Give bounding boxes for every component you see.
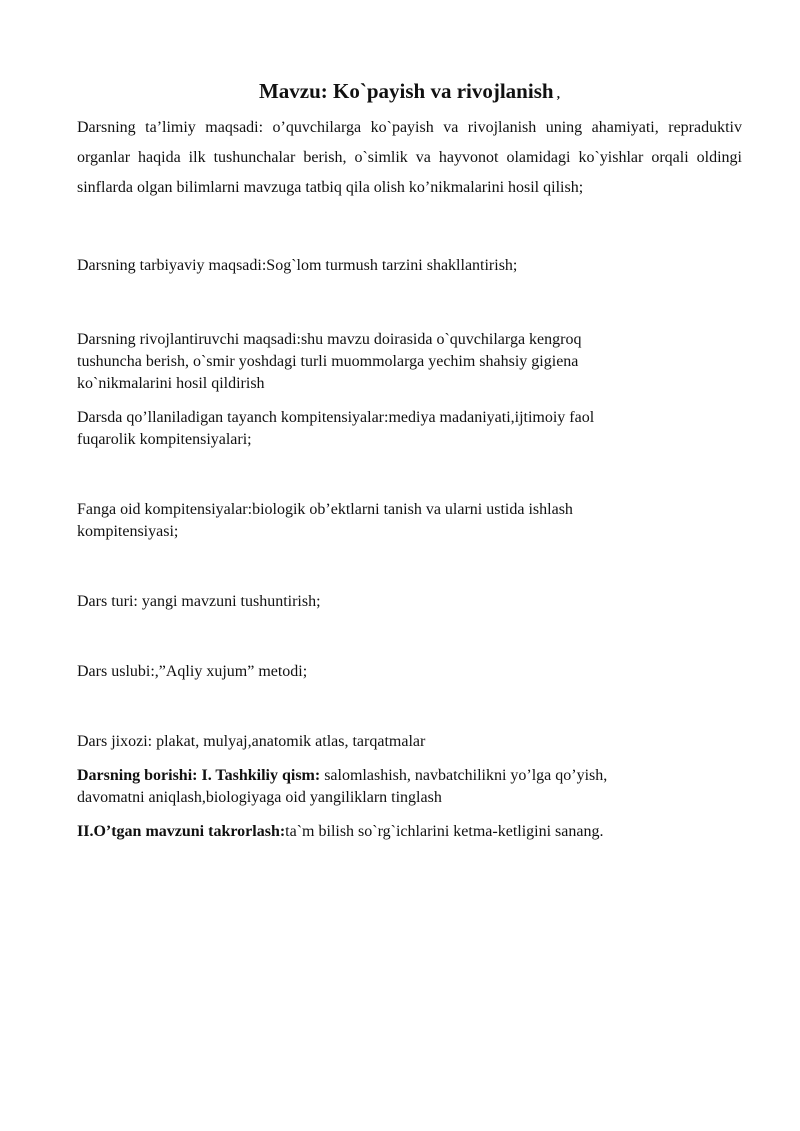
educational-goal-paragraph: Darsning ta’limiy maqsadi: o’quvchilarga ko`payish va rivojlanish uning ahamiyati, repraduktiv organlar haqida ilk tushunchalar berish, o`simlik va hayvonot olamidagi ko`yishlar orqali oldingi sinflarda olgan bilimlarni mavzuga tatbiq qila olish ko’nikmalarini hosil qilish;: [77, 119, 742, 196]
competencies-paragraph: [77, 407, 742, 451]
competencies-line: fuqarolik kompitensiyalari;: [77, 431, 252, 448]
subject-competencies-line: Fanga oid kompitensiyalar:biologik ob’ektlarni tanish va ularni ustida ishlash: [77, 501, 573, 518]
lesson-equipment-paragraph: Dars jixozi: plakat, mulyaj,anatomik atlas, tarqatmalar: [77, 733, 426, 750]
lesson-progress-paragraph: [77, 765, 742, 809]
developing-goal-paragraph: [77, 329, 742, 395]
review-paragraph: [77, 821, 742, 843]
competencies-line: Darsda qo’llaniladigan tayanch kompitensiyalar:mediya madaniyati,ijtimoiy faol: [77, 409, 595, 426]
document-title: [77, 76, 742, 109]
subject-competencies-line: kompitensiyasi;: [77, 523, 179, 540]
lesson-progress-label: Darsning borishi: I. Tashkiliy qism:: [77, 767, 325, 784]
lesson-progress-line: [77, 765, 742, 787]
developing-goal-line: ko`nikmalarini hosil qildirish: [77, 375, 265, 392]
lesson-progress-line: davomatni aniqlash,biologiyaga oid yangiliklarn tinglash: [77, 789, 442, 806]
title-text: Mavzu: Ko`payish va rivojlanish: [258, 79, 554, 103]
title-suffix: ,: [553, 86, 561, 101]
upbringing-goal-paragraph: Darsning tarbiyaviy maqsadi:Sog`lom turmush tarzini shakllantirish;: [77, 257, 518, 274]
lesson-type-paragraph: Dars turi: yangi mavzuni tushuntirish;: [77, 593, 321, 610]
review-text: ta`m bilish so`rg`ichlarini ketma-ketligini sanang.: [285, 823, 604, 840]
review-label: II.O’tgan mavzuni takrorlash:: [77, 823, 286, 840]
lesson-method-paragraph: Dars uslubi:,”Aqliy xujum” metodi;: [77, 663, 308, 680]
subject-competencies-paragraph: [77, 499, 742, 543]
document-page: [77, 70, 742, 843]
developing-goal-line: Darsning rivojlantiruvchi maqsadi:shu mavzu doirasida o`quvchilarga kengroq: [77, 331, 582, 348]
developing-goal-line: tushuncha berish, o`smir yoshdagi turli muommolarga yechim shahsiy gigiena: [77, 353, 579, 370]
lesson-progress-text: salomlashish, navbatchilikni yo’lga qo’yish,: [324, 767, 608, 784]
